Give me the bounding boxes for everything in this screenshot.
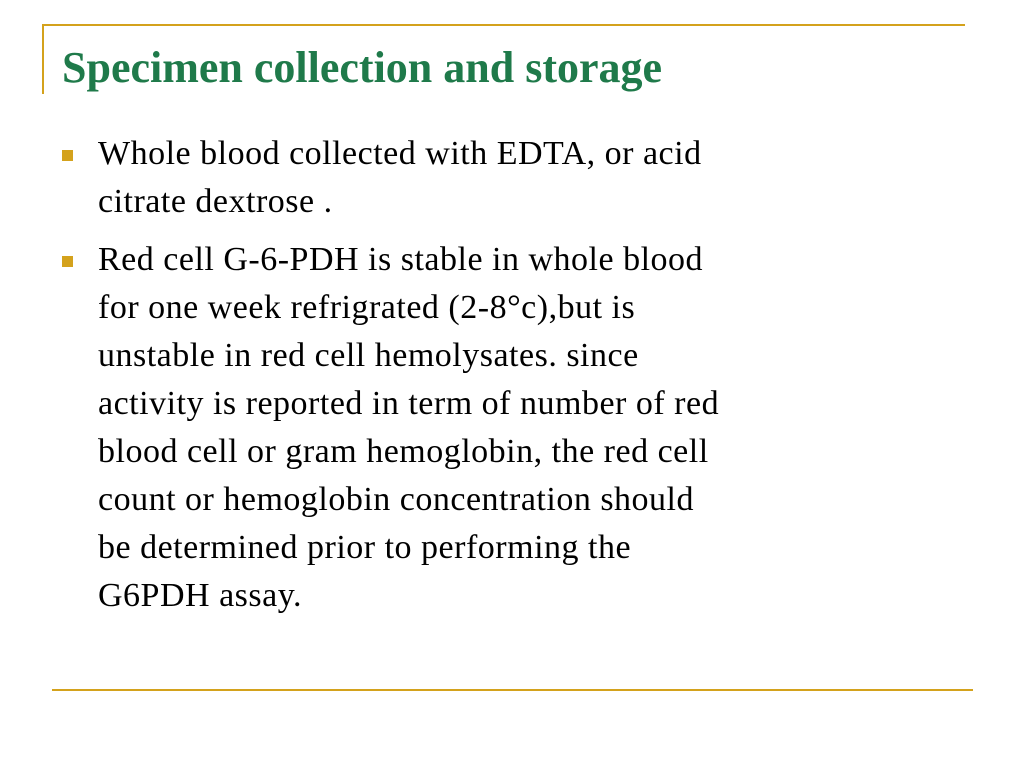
bullet-line: Red cell G-6-PDH is stable in whole blood <box>98 241 704 278</box>
title-frame-top-rule <box>42 24 965 26</box>
title-frame-left-rule <box>42 24 44 94</box>
bullet-line: count or hemoglobin concentration should <box>98 481 694 518</box>
square-bullet-icon <box>62 150 73 161</box>
bullet-line: for one week refrigrated (2-8°c),but is <box>98 289 636 326</box>
bullet-line: unstable in red cell hemolysates. since <box>98 337 639 374</box>
bullet-line: be determined prior to performing the <box>98 529 632 566</box>
bullet-line: citrate dextrose . <box>98 183 333 220</box>
bullet-item <box>60 130 960 226</box>
bullet-list <box>60 130 960 630</box>
bullet-line: G6PDH assay. <box>98 577 303 614</box>
bullet-line: activity is reported in term of number of red <box>98 385 720 422</box>
square-bullet-icon <box>62 256 73 267</box>
bullet-item <box>60 236 960 620</box>
slide-title: Specimen collection and storage <box>62 43 663 92</box>
bullet-line: blood cell or gram hemoglobin, the red cell <box>98 433 709 470</box>
footer-rule <box>52 689 973 691</box>
bullet-line: Whole blood collected with EDTA, or acid <box>98 135 702 172</box>
